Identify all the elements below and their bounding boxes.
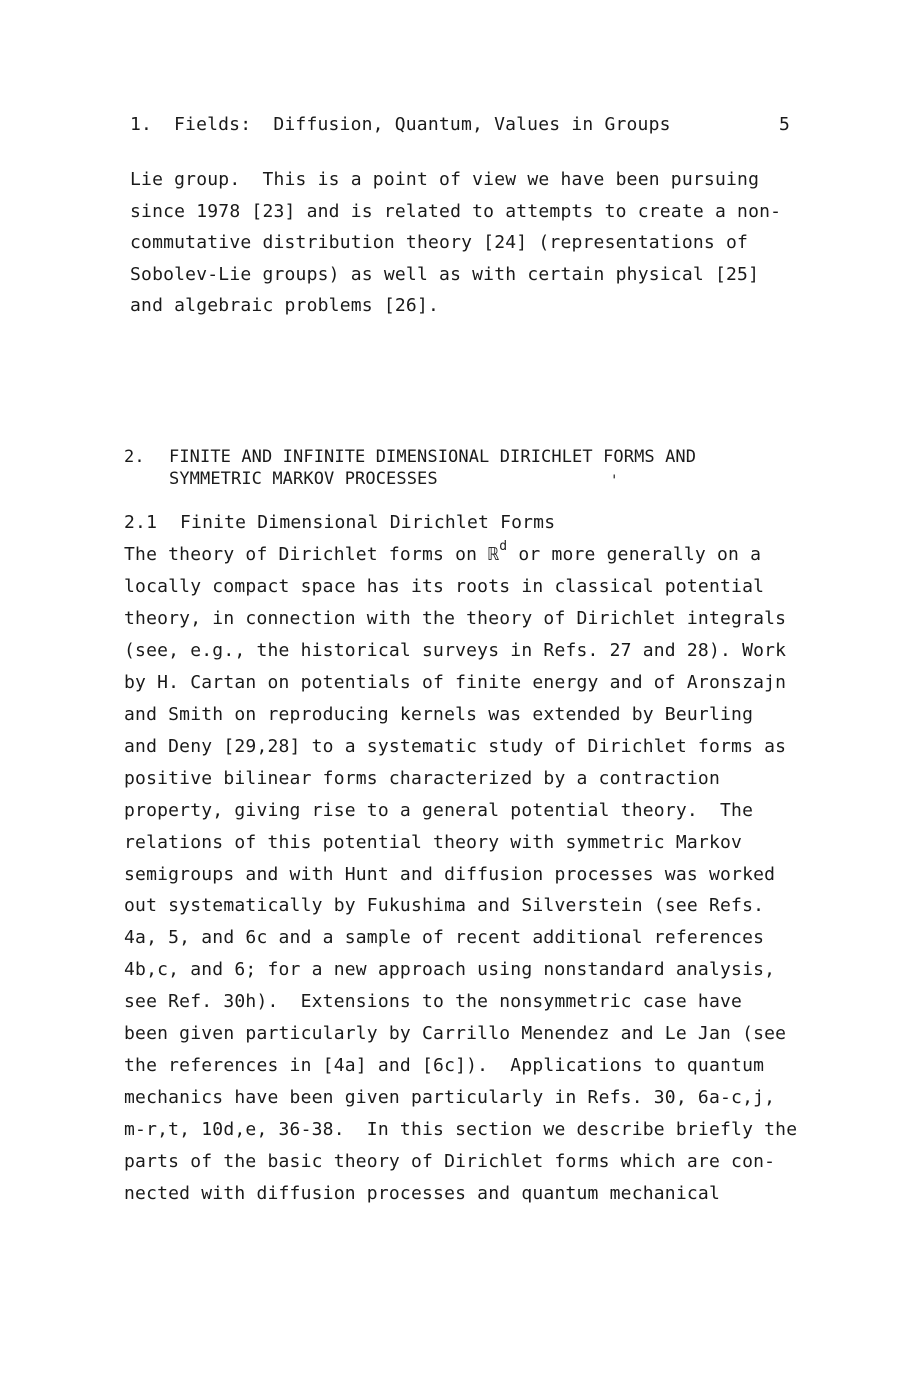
running-head	[130, 112, 790, 138]
text-line: out systematically by Fukushima and Silverstein (see Refs.	[124, 895, 765, 917]
text-line: and Smith on reproducing kernels was extended by Beurling	[124, 703, 754, 725]
text-fragment: or more generally on a	[507, 544, 762, 565]
stray-mark: '	[610, 473, 619, 489]
text-line: Sobolev-Lie groups) as well as with certain physical [25]	[130, 263, 760, 285]
text-line: Lie group. This is a point of view we have been pursuing	[130, 169, 760, 190]
text-line: parts of the basic theory of Dirichlet forms which are con-	[124, 1151, 776, 1173]
text-line: since 1978 [23] and is related to attempts to create a non-	[130, 200, 782, 222]
text-line: positive bilinear forms characterized by a contraction	[124, 767, 720, 789]
text-line: commutative distribution theory [24] (representations of	[130, 232, 749, 253]
text-line: been given particularly by Carrillo Menendez and Le Jan (see	[124, 1023, 787, 1045]
body-paragraph	[124, 539, 824, 1210]
section-title-line-2: SYMMETRIC MARKOV PROCESSES	[169, 469, 438, 489]
intro-paragraph	[130, 164, 820, 322]
section-heading	[124, 446, 824, 490]
text-line: property, giving rise to a general potential theory. The	[124, 799, 754, 821]
text-line: and Deny [29,28] to a systematic study of Dirichlet forms as	[124, 735, 787, 757]
text-line: 4a, 5, and 6c and a sample of recent additional references	[124, 927, 765, 949]
text-line: semigroups and with Hunt and diffusion processes was worked	[124, 863, 776, 885]
chapter-title: Fields: Diffusion, Quantum, Values in Groups	[174, 114, 671, 135]
text-fragment: The theory of Dirichlet forms on ℝ	[124, 544, 500, 565]
section-title-line-1: FINITE AND INFINITE DIMENSIONAL DIRICHLET FORMS AND	[169, 447, 697, 467]
text-line: mechanics have been given particularly in Refs. 30, 6a-c,j,	[124, 1087, 776, 1109]
text-line: and algebraic problems [26].	[130, 295, 440, 316]
text-line: locally compact space has its roots in classical potential	[124, 575, 765, 597]
text-line: by H. Cartan on potentials of finite energy and of Aronszajn	[124, 671, 787, 693]
text-line: 4b,c, and 6; for a new approach using nonstandard analysis,	[124, 959, 776, 981]
subsection-title: Finite Dimensional Dirichlet Forms	[180, 512, 556, 533]
text-line: see Ref. 30h). Extensions to the nonsymmetric case have	[124, 991, 743, 1013]
text-line: (see, e.g., the historical surveys in Refs. 27 and 28). Work	[124, 639, 787, 661]
text-line: relations of this potential theory with symmetric Markov	[124, 831, 743, 853]
page-number: 5	[778, 114, 790, 135]
subsection-number: 2.1	[124, 512, 158, 533]
text-line	[124, 539, 824, 571]
text-line: nected with diffusion processes and quantum mechanical	[124, 1183, 720, 1205]
chapter-number: 1.	[130, 114, 153, 135]
section-number: 2.	[124, 447, 145, 467]
text-line: m-r,t, 10d,e, 36-38. In this section we describe briefly the	[124, 1119, 798, 1141]
text-line: theory, in connection with the theory of Dirichlet integrals	[124, 607, 787, 629]
text-line: the references in [4a] and [6c]). Applications to quantum	[124, 1055, 765, 1077]
superscript-d: d	[499, 539, 508, 554]
subsection-heading	[124, 510, 555, 536]
